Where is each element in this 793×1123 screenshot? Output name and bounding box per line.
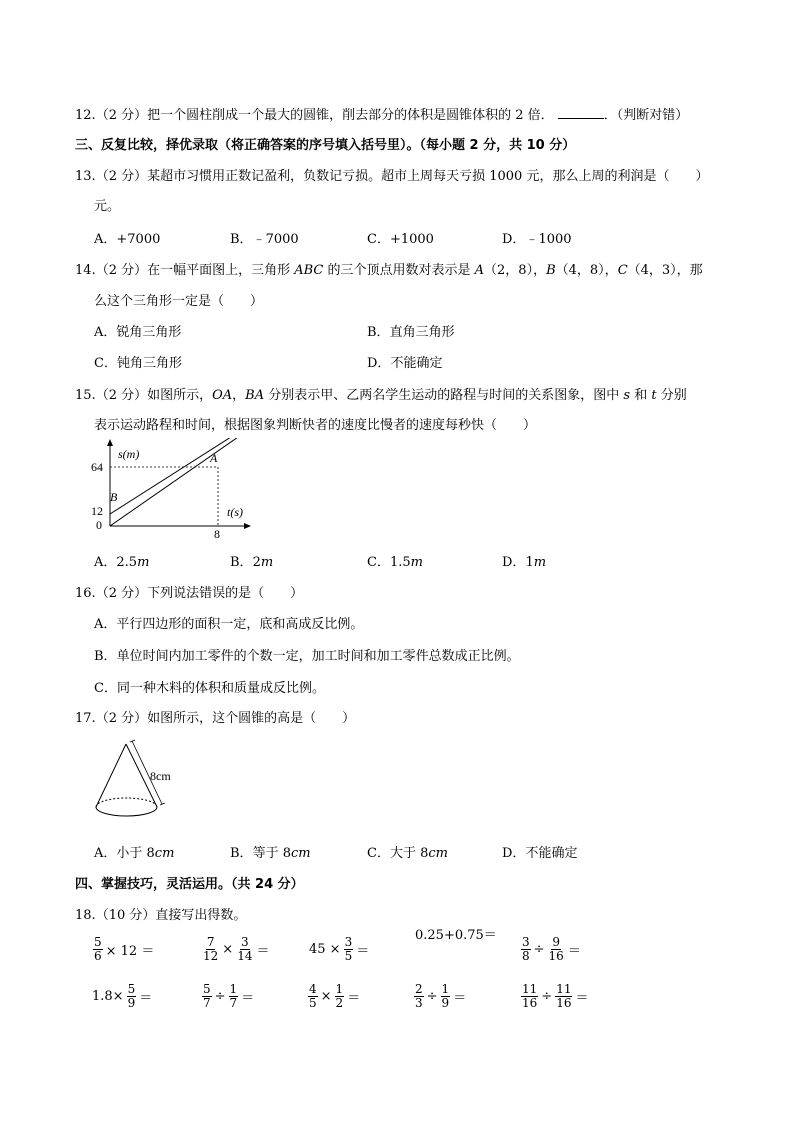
q14-text-cont: 么这个三角形一定是（ ）: [94, 294, 264, 309]
q17-option-c[interactable]: C．大于 8cm: [367, 846, 448, 861]
q12-score: （2 分）: [95, 108, 148, 123]
q15-option-b[interactable]: B．2m: [230, 555, 274, 570]
question-17: 17.（2 分）如图所示，这个圆锥的高是（ ）: [75, 711, 356, 726]
origin-label: 0: [96, 518, 102, 532]
calc-r1-b: $\frac{7}{12}$ × $\frac{3}{14}$ ＝: [203, 935, 270, 963]
q13-option-d[interactable]: D．﹣1000: [502, 232, 572, 247]
q12-number: 12.: [75, 108, 96, 123]
q12-text: 把一个圆柱削成一个最大的圆锥，削去部分的体积是圆锥体积的 2 倍．: [147, 108, 554, 123]
q13-option-b[interactable]: B．﹣7000: [230, 232, 299, 247]
q15-text-cont: 表示运动路程和时间，根据图象判断快者的速度比慢者的速度每秒快（ ）: [94, 418, 537, 433]
cone-base-front: [96, 807, 157, 816]
y-tick-64: 64: [91, 460, 103, 474]
q15-option-c[interactable]: C．1.5m: [367, 555, 423, 570]
calc-r1-e: $\frac{3}{8}$ ÷ $\frac{9}{16}$ ＝: [522, 935, 581, 963]
question-18: 18.（10 分）直接写出得数。: [75, 908, 247, 923]
point-b-label: B: [110, 490, 118, 504]
q13-option-a[interactable]: A．+7000: [94, 232, 161, 247]
question-12: [75, 104, 688, 123]
q14-option-a[interactable]: A．锐角三角形: [94, 325, 182, 340]
calc-r2-e: $\frac{11}{16}$ ÷ $\frac{11}{16}$ ＝: [522, 982, 589, 1010]
q16-option-c[interactable]: C．同一种木料的体积和质量成反比例。: [94, 681, 325, 696]
q17-option-d[interactable]: D．不能确定: [502, 846, 578, 861]
calc-r1-c: 45 × $\frac{3}{5}$ ＝: [309, 935, 370, 963]
calc-r1-d: 0.25+0.75＝: [415, 928, 497, 943]
q13-score: （2 分）: [95, 169, 148, 184]
q16-option-b[interactable]: B．单位时间内加工零件的个数一定，加工时间和加工零件总数成正比例。: [94, 649, 520, 664]
point-a-label: A: [210, 451, 218, 465]
q17-option-b[interactable]: B．等于 8cm: [230, 846, 311, 861]
calc-r2-b: $\frac{5}{7}$ ÷ $\frac{1}{7}$ ＝: [203, 982, 255, 1010]
calc-r2-d: $\frac{2}{3}$ ÷ $\frac{1}{9}$ ＝: [415, 982, 467, 1010]
cone-base-back: [96, 798, 157, 807]
q16-option-a[interactable]: A．平行四边形的面积一定，底和高成反比例。: [94, 617, 364, 632]
calc-r1-a: $\frac{5}{6}$ × 12 ＝: [94, 935, 155, 963]
q13-option-c[interactable]: C．+1000: [367, 232, 434, 247]
q14-option-c[interactable]: C．钝角三角形: [94, 356, 182, 371]
y-axis-arrow: [107, 439, 113, 446]
x-axis-arrow: [244, 523, 251, 529]
question-15: 15.（2 分）如图所示，OA，BA 分别表示甲、乙两名学生运动的路程与时间的关系图象，图中 s 和 t 分别: [75, 388, 687, 403]
section-4-title: 四、掌握技巧，灵活运用。（共 24 分）: [75, 877, 304, 892]
x-axis-label: t(s): [227, 505, 243, 519]
q13-number: 13.: [75, 169, 96, 184]
cone-slant-label: 8cm: [150, 769, 171, 783]
q15-option-d[interactable]: D．1m: [502, 555, 547, 570]
q17-option-a[interactable]: A．小于 8cm: [94, 846, 175, 861]
q13-text-cont: 元。: [94, 199, 121, 214]
q17-cone-figure: [90, 738, 200, 833]
q12-tail: ．（判断对错）: [603, 108, 689, 123]
cone-left-edge: [96, 744, 126, 807]
q15-graph: [84, 438, 259, 540]
q14-option-d[interactable]: D．不能确定: [367, 356, 443, 371]
section-3-title: 三、反复比较，择优录取（将正确答案的序号填入括号里）。（每小题 2 分，共 10 分）: [75, 138, 576, 153]
y-axis-label: s(m): [118, 447, 140, 461]
question-16: 16.（2 分）下列说法错误的是（ ）: [75, 586, 304, 601]
question-14: 14.（2 分）在一幅平面图上，三角形 ABC 的三个顶点用数对表示是 A（2，8），B（4，8），C（4，3），那: [75, 263, 703, 278]
calc-r2-a: 1.8× $\frac{5}{9}$ ＝: [92, 982, 153, 1010]
q13-text: 某超市习惯用正数记盈利，负数记亏损。超市上周每天亏损 1000 元，那么上周的利润是（ ）: [147, 169, 709, 184]
calc-r2-c: $\frac{4}{5}$ × $\frac{1}{2}$ ＝: [309, 982, 361, 1010]
q15-option-a[interactable]: A．2.5m: [94, 555, 150, 570]
q12-answer-blank[interactable]: [558, 108, 604, 119]
question-13: [75, 165, 708, 184]
y-tick-12: 12: [91, 504, 103, 518]
x-tick-8: 8: [214, 527, 220, 540]
q14-option-b[interactable]: B．直角三角形: [367, 325, 455, 340]
